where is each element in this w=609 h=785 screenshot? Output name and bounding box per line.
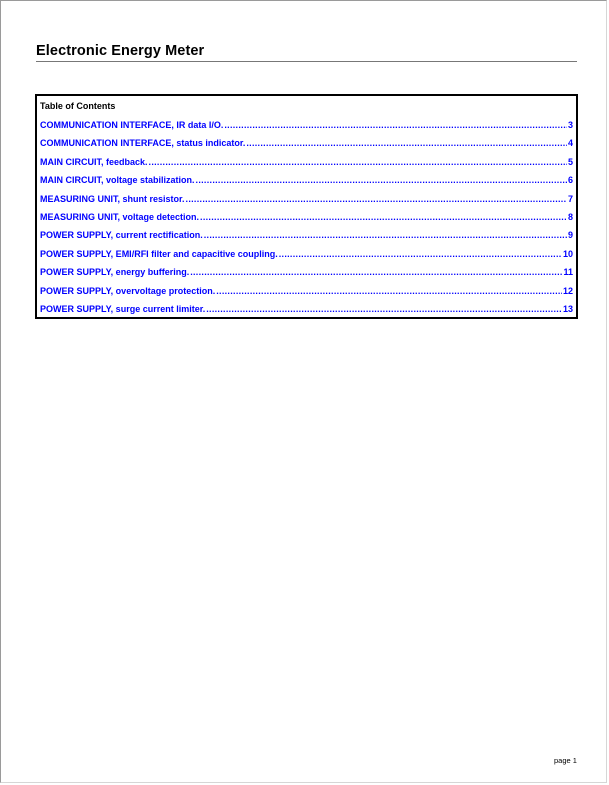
toc-dot-leader [186,194,567,205]
document-title: Electronic Energy Meter [36,43,205,59]
toc-entry-title[interactable]: POWER SUPPLY, energy buffering. [40,267,190,278]
toc-entry[interactable] [40,120,573,138]
toc-entry[interactable] [40,138,573,156]
toc-entry[interactable] [40,194,573,212]
title-underline [36,61,577,62]
toc-entry-title[interactable]: POWER SUPPLY, current rectification. [40,230,203,241]
toc-entry[interactable] [40,267,573,285]
toc-dot-leader [246,138,567,149]
toc-dot-leader [224,120,567,131]
toc-entry-title[interactable]: POWER SUPPLY, surge current limiter. [40,303,206,314]
toc-entry[interactable] [40,230,573,248]
toc-dot-leader [190,267,562,278]
toc-entry[interactable] [40,175,573,193]
toc-entry-page[interactable]: 12 [562,285,573,296]
toc-dot-leader [279,249,562,260]
toc-entry-page[interactable]: 7 [567,193,573,204]
toc-entry-title[interactable]: MEASURING UNIT, shunt resistor. [40,193,185,204]
toc-entry-page[interactable]: 6 [567,175,573,186]
toc-heading: Table of Contents [40,101,116,111]
toc-entry[interactable] [40,304,573,322]
toc-entry[interactable] [40,286,573,304]
toc-entry-page[interactable]: 4 [567,138,573,149]
toc-entry-title[interactable]: COMMUNICATION INTERFACE, status indicator. [40,138,246,149]
page-number: page 1 [554,756,577,765]
toc-entry-page[interactable]: 9 [567,230,573,241]
toc-entry[interactable] [40,212,573,230]
table-of-contents [35,94,578,319]
toc-dot-leader [206,304,562,315]
toc-entry-page[interactable]: 11 [563,267,573,278]
toc-entry-page[interactable]: 3 [567,120,573,130]
toc-dot-leader [149,157,567,168]
toc-dot-leader [216,286,562,297]
toc-entry-page[interactable]: 8 [567,211,573,222]
toc-entry-title[interactable]: POWER SUPPLY, overvoltage protection. [40,285,216,296]
toc-list [40,120,573,322]
toc-entry-title[interactable]: MAIN CIRCUIT, voltage stabilization. [40,175,195,186]
toc-entry-title[interactable]: MEASURING UNIT, voltage detection. [40,211,200,222]
toc-entry-page[interactable]: 5 [567,156,573,167]
toc-entry-title[interactable]: MAIN CIRCUIT, feedback. [40,156,148,167]
toc-entry-title[interactable]: POWER SUPPLY, EMI/RFI filter and capacitive coupling. [40,248,278,259]
toc-entry-page[interactable]: 10 [562,248,573,259]
toc-entry-title[interactable]: COMMUNICATION INTERFACE, IR data I/O. [40,120,224,130]
toc-entry[interactable] [40,157,573,175]
toc-entry-page[interactable]: 13 [562,303,573,314]
toc-dot-leader [200,212,567,223]
toc-entry[interactable] [40,249,573,267]
toc-dot-leader [204,230,567,241]
toc-dot-leader [196,175,567,186]
